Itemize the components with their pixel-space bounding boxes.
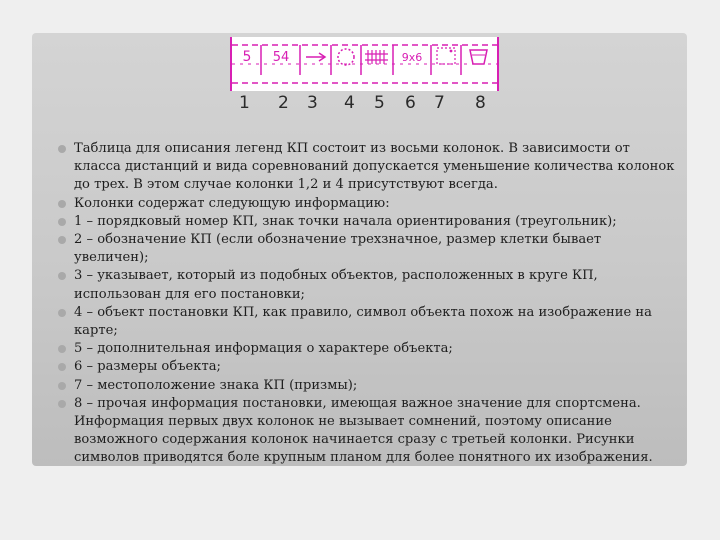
cup-icon [470,50,487,64]
arrow-icon [306,53,325,61]
column-number: 4 [344,93,355,113]
column-numbers-row [0,93,720,117]
cell-dims-text: 9x6 [401,51,423,64]
bullet-dot-icon [58,382,66,390]
bullet-dot-icon [58,200,66,208]
cell-number-text: 5 [242,49,252,65]
bullet-item [58,267,678,303]
bullet-item [58,340,678,358]
column-number: 3 [307,93,318,113]
bullet-dot-icon [58,272,66,280]
legend-strip-graphic [232,37,497,91]
bullet-text: 4 – объект постановки КП, как правило, символ объекта похож на изображение на карте; [74,304,652,339]
bullet-text: 2 – обозначение КП (если обозначение трехзначное, размер клетки бывает увеличен); [74,232,602,266]
bullet-item [58,231,678,267]
bullet-text: 6 – размеры объекта; [74,359,221,375]
dotted-circle-icon [338,49,354,65]
bullet-dot-icon [58,400,66,408]
description-text-block [58,140,678,468]
bullet-dot-icon [58,345,66,353]
control-description-strip [230,37,499,91]
bullet-text: 1 – порядковый номер КП, знак точки начала ориентирования (треугольник); [74,213,617,229]
bullet-text: Колонки содержат следующую информацию: [74,195,390,211]
bullet-text: 7 – местоположение знака КП (призмы); [74,377,358,393]
bullet-dot-icon [58,145,66,153]
bullet-dot-icon [58,236,66,244]
flag-position-icon [437,48,455,64]
bullet-item [58,140,678,195]
bullet-dot-icon [58,363,66,371]
bullet-item [58,304,678,340]
bullet-dot-icon [58,309,66,317]
bullet-item [58,395,678,413]
grid-hatch-icon [365,50,388,64]
bullet-item [58,377,678,395]
bullet-text: 3 – указывает, который из подобных объектов, расположенных в круге КП, использован для его постановки; [74,268,598,302]
column-number: 8 [475,93,486,113]
bullet-item [58,195,678,213]
bullet-item [58,358,678,376]
bullet-text: Таблица для описания легенд КП состоит из восьми колонок. В зависимости от класса дистанций и вида соревнований допускается уменьшение количества колонок до трех. В этом случае колонки 1,2 и 4 присутствуют всегда. [74,141,675,193]
bullet-text: 8 – прочая информация постановки, имеющая важное значение для спортсмена. [74,395,641,411]
column-number: 6 [405,93,416,113]
bullet-dot-icon [58,218,66,226]
column-number: 7 [434,93,445,113]
footer-paragraph: Информация первых двух колонок не вызывает сомнений, поэтому описание возможного содержания колонок начинается сразу с третьей колонки. Рисунки символов приводятся боле крупным планом для более понятного их изображения. [74,414,653,466]
cell-code-text: 54 [272,50,290,65]
bullet-text: 5 – дополнительная информация о характере объекта; [74,341,453,357]
column-number: 5 [374,93,385,113]
bullet-item [58,213,678,231]
column-number: 2 [278,93,289,113]
column-number: 1 [239,93,250,113]
